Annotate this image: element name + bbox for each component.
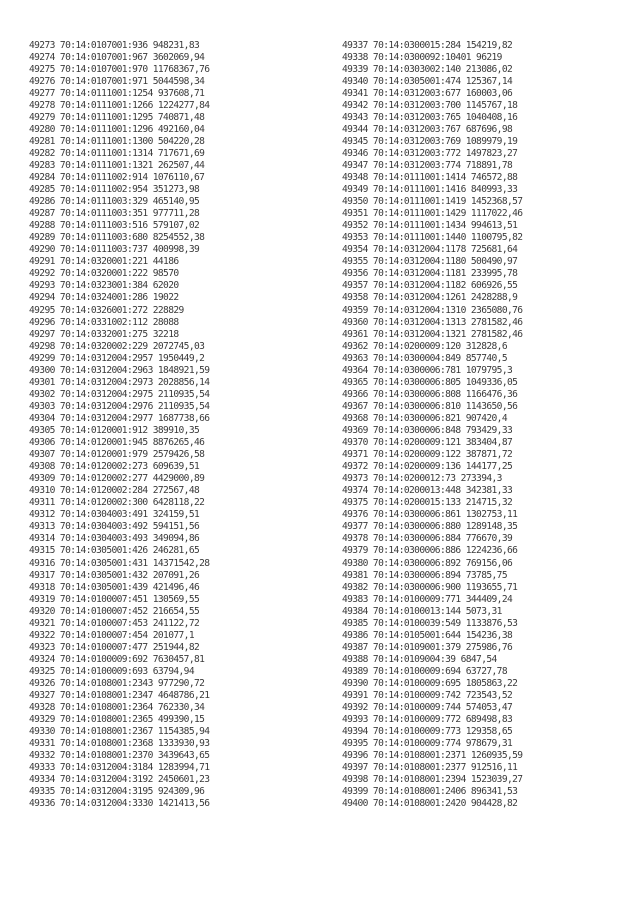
table-row: 49307 70:14:0120001:979 2579426,58 (29, 449, 205, 461)
table-row: 49275 70:14:0107001:970 11768367,76 (29, 63, 210, 75)
table-row: 49375 70:14:0200015:133 214715,32 (342, 497, 513, 509)
table-row: 49399 70:14:0108001:2406 896341,53 (342, 786, 518, 798)
table-row: 49335 70:14:0312004:3195 924309,96 (29, 786, 205, 798)
table-row: 49273 70:14:0107001:936 948231,83 (29, 39, 200, 51)
table-row: 49347 70:14:0312003:774 718891,78 (342, 159, 513, 171)
table-row: 49333 70:14:0312004:3184 1283994,71 (29, 762, 210, 774)
table-row: 49305 70:14:0120001:912 389910,35 (29, 425, 200, 436)
table-row: 49395 70:14:0100009:774 978679,31 (342, 738, 513, 750)
table-row: 49385 70:14:0100039:549 1133876,53 (342, 617, 518, 629)
table-row: 49369 70:14:0300006:848 793429,33 (342, 425, 513, 436)
table-row: 49390 70:14:0100009:695 1805863,22 (342, 677, 518, 689)
table-row: 49295 70:14:0326001:272 228829 (29, 304, 184, 316)
table-row: 49325 70:14:0100009:693 63794,94 (29, 665, 194, 677)
table-row: 49398 70:14:0108001:2394 1523039,27 (342, 774, 523, 786)
table-row: 49298 70:14:0320002:229 2072745,03 (29, 340, 205, 352)
table-row: 49310 70:14:0120002:284 272567,48 (29, 485, 200, 497)
table-row: 49389 70:14:0100009:694 63727,78 (342, 665, 507, 677)
table-row: 49362 70:14:0200009:120 312828,6 (342, 340, 507, 352)
table-row: 49292 70:14:0320001:222 98570 (29, 268, 179, 280)
table-row: 49350 70:14:0111001:1419 1452368,57 (342, 196, 523, 208)
table-row: 49330 70:14:0108001:2367 1154385,94 (29, 726, 210, 738)
table-row: 49342 70:14:0312003:700 1145767,18 (342, 99, 518, 111)
table-row: 49373 70:14:0200012:73 273394,3 (342, 473, 502, 485)
table-row: 49338 70:14:0300092:10401 96219 (342, 51, 502, 63)
table-row: 49367 70:14:0300006:810 1143650,56 (342, 400, 518, 412)
table-row: 49394 70:14:0100009:773 129358,65 (342, 726, 513, 738)
table-row: 49393 70:14:0100009:772 689498,83 (342, 714, 513, 726)
table-row: 49277 70:14:0111001:1254 937608,71 (29, 87, 205, 99)
table-row: 49322 70:14:0100007:454 201077,1 (29, 629, 194, 641)
table-row: 49360 70:14:0312004:1313 2781582,46 (342, 316, 523, 328)
table-row: 49348 70:14:0111001:1414 746572,88 (342, 172, 518, 184)
table-row: 49383 70:14:0100009:771 344409,24 (342, 593, 513, 605)
table-row: 49299 70:14:0312004:2957 1950449,2 (29, 352, 205, 364)
table-row: 49396 70:14:0108001:2371 1260935,59 (342, 750, 523, 762)
table-row: 49285 70:14:0111002:954 351273,98 (29, 184, 200, 196)
table-row: 49354 70:14:0312004:1178 725681,64 (342, 244, 518, 256)
table-row: 49380 70:14:0300006:892 769156,06 (342, 557, 513, 569)
table-row: 49321 70:14:0100007:453 241122,72 (29, 617, 200, 629)
table-row: 49339 70:14:0303002:140 213086,02 (342, 63, 513, 75)
table-row: 49397 70:14:0108001:2377 912516,11 (342, 762, 518, 774)
table-row: 49324 70:14:0100009:692 7630457,81 (29, 653, 205, 665)
table-row: 49296 70:14:0331002:112 28088 (29, 316, 179, 328)
table-row: 49337 70:14:0300015:284 154219,82 (342, 39, 513, 51)
left-column (29, 40, 209, 811)
table-row: 49276 70:14:0107001:971 5044598,34 (29, 75, 205, 87)
table-row: 49323 70:14:0100007:477 251944,82 (29, 641, 200, 653)
table-row: 49346 70:14:0312003:772 1497823,27 (342, 147, 518, 159)
table-row: 49278 70:14:0111001:1266 1224277,84 (29, 99, 210, 111)
table-row: 49370 70:14:0200009:121 383404,87 (342, 437, 513, 449)
table-row: 49281 70:14:0111001:1300 504220,28 (29, 135, 205, 147)
table-row: 49326 70:14:0108001:2343 977290,72 (29, 677, 205, 689)
table-row: 49334 70:14:0312004:3192 2450601,23 (29, 774, 210, 786)
table-row: 49290 70:14:0111003:737 400998,39 (29, 244, 200, 256)
table-row: 49351 70:14:0111001:1429 1117022,46 (342, 208, 523, 220)
table-row: 49336 70:14:0312004:3330 1421413,56 (29, 798, 210, 810)
table-row: 49331 70:14:0108001:2368 1333930,93 (29, 738, 210, 750)
table-row: 49316 70:14:0305001:431 14371542,28 (29, 557, 210, 569)
table-row: 49294 70:14:0324001:286 19022 (29, 292, 179, 304)
table-row: 49392 70:14:0100009:744 574053,47 (342, 702, 513, 714)
table-row: 49356 70:14:0312004:1181 233995,78 (342, 268, 518, 280)
table-row: 49303 70:14:0312004:2976 2110935,54 (29, 400, 210, 412)
table-row: 49301 70:14:0312004:2973 2028856,14 (29, 376, 210, 388)
table-row: 49349 70:14:0111001:1416 840993,33 (342, 184, 518, 196)
table-row: 49388 70:14:0109004:39 6847,54 (342, 653, 497, 665)
table-row: 49304 70:14:0312004:2977 1687738,66 (29, 412, 210, 424)
table-row: 49312 70:14:0304003:491 324159,51 (29, 509, 200, 521)
table-row: 49364 70:14:0300006:781 1079795,3 (342, 364, 513, 376)
table-row: 49293 70:14:0323001:384 62020 (29, 280, 179, 292)
table-row: 49311 70:14:0120002:300 6428118,22 (29, 497, 205, 509)
table-row: 49345 70:14:0312003:769 1089979,19 (342, 135, 518, 147)
table-row: 49318 70:14:0305001:439 421496,46 (29, 581, 200, 593)
table-row: 49358 70:14:0312004:1261 2428288,9 (342, 292, 518, 304)
table-row: 49329 70:14:0108001:2365 499390,15 (29, 714, 205, 726)
table-row: 49288 70:14:0111003:516 579107,02 (29, 220, 200, 232)
table-row: 49280 70:14:0111001:1296 492160,04 (29, 123, 205, 135)
table-row: 49357 70:14:0312004:1182 606926,55 (342, 280, 518, 292)
table-row: 49381 70:14:0300006:894 73785,75 (342, 569, 507, 581)
table-row: 49344 70:14:0312003:767 687696,98 (342, 123, 513, 135)
table-row: 49327 70:14:0108001:2347 4648786,21 (29, 690, 210, 702)
table-row: 49353 70:14:0111001:1440 1100795,82 (342, 232, 523, 244)
table-row: 49289 70:14:0111003:680 8254552,38 (29, 232, 205, 244)
table-row: 49359 70:14:0312004:1310 2365080,76 (342, 304, 523, 316)
table-row: 49382 70:14:0300006:900 1193655,71 (342, 581, 518, 593)
table-row: 49309 70:14:0120002:277 4429000,89 (29, 473, 205, 485)
table-row: 49287 70:14:0111003:351 977711,28 (29, 208, 200, 220)
table-row: 49343 70:14:0312003:765 1040408,16 (342, 111, 518, 123)
table-row: 49365 70:14:0300006:805 1049336,05 (342, 376, 518, 388)
table-row: 49372 70:14:0200009:136 144177,25 (342, 461, 513, 473)
table-row: 49317 70:14:0305001:432 207091,26 (29, 569, 200, 581)
table-row: 49384 70:14:0100013:144 5073,31 (342, 605, 502, 617)
table-row: 49282 70:14:0111001:1314 717671,69 (29, 147, 205, 159)
table-row: 49379 70:14:0300006:886 1224236,66 (342, 545, 518, 557)
table-row: 49355 70:14:0312004:1180 500490,97 (342, 256, 518, 268)
table-row: 49286 70:14:0111003:329 465140,95 (29, 196, 200, 208)
table-row: 49371 70:14:0200009:122 387871,72 (342, 449, 513, 461)
table-row: 49386 70:14:0105001:644 154236,38 (342, 629, 513, 641)
table-row: 49302 70:14:0312004:2975 2110935,54 (29, 388, 210, 400)
table-row: 49332 70:14:0108001:2370 3439643,65 (29, 750, 210, 762)
table-row: 49291 70:14:0320001:221 44186 (29, 256, 179, 268)
table-row: 49352 70:14:0111001:1434 994613,51 (342, 220, 518, 232)
table-row: 49313 70:14:0304003:492 594151,56 (29, 521, 200, 533)
table-row: 49314 70:14:0304003:493 349094,86 (29, 533, 200, 545)
table-row: 49279 70:14:0111001:1295 740871,48 (29, 111, 205, 123)
table-row: 49363 70:14:0300004:849 857740,5 (342, 352, 507, 364)
table-row: 49368 70:14:0300006:821 907420,4 (342, 412, 507, 424)
table-row: 49319 70:14:0100007:451 130569,55 (29, 593, 200, 605)
table-row: 49374 70:14:0200013:448 342381,33 (342, 485, 513, 497)
table-row: 49297 70:14:0332001:275 32218 (29, 328, 179, 340)
table-row: 49320 70:14:0100007:452 216654,55 (29, 605, 200, 617)
table-row: 49400 70:14:0108001:2420 904428,82 (342, 798, 518, 810)
table-row: 49391 70:14:0100009:742 723543,52 (342, 690, 513, 702)
table-row: 49340 70:14:0305001:474 125367,14 (342, 75, 513, 87)
table-row: 49328 70:14:0108001:2364 762330,34 (29, 702, 205, 714)
table-row: 49306 70:14:0120001:945 8876265,46 (29, 437, 205, 449)
table-row: 49284 70:14:0111002:914 1076110,67 (29, 172, 205, 184)
table-row: 49283 70:14:0111001:1321 262507,44 (29, 159, 205, 171)
table-row: 49361 70:14:0312004:1321 2781582,46 (342, 328, 523, 340)
table-row: 49377 70:14:0300006:880 1289148,35 (342, 521, 518, 533)
table-row: 49274 70:14:0107001:967 3602069,94 (29, 51, 205, 63)
right-column (342, 40, 522, 811)
table-row: 49300 70:14:0312004:2963 1848921,59 (29, 364, 210, 376)
table-row: 49315 70:14:0305001:426 246281,65 (29, 545, 200, 557)
table-row: 49308 70:14:0120002:273 609639,51 (29, 461, 200, 473)
table-row: 49376 70:14:0300006:861 1302753,11 (342, 509, 518, 521)
table-row: 49341 70:14:0312003:677 160003,06 (342, 87, 513, 99)
table-row: 49387 70:14:0109001:379 275986,76 (342, 641, 513, 653)
table-row: 49366 70:14:0300006:808 1166476,36 (342, 388, 518, 400)
table-row: 49378 70:14:0300006:884 776670,39 (342, 533, 513, 545)
